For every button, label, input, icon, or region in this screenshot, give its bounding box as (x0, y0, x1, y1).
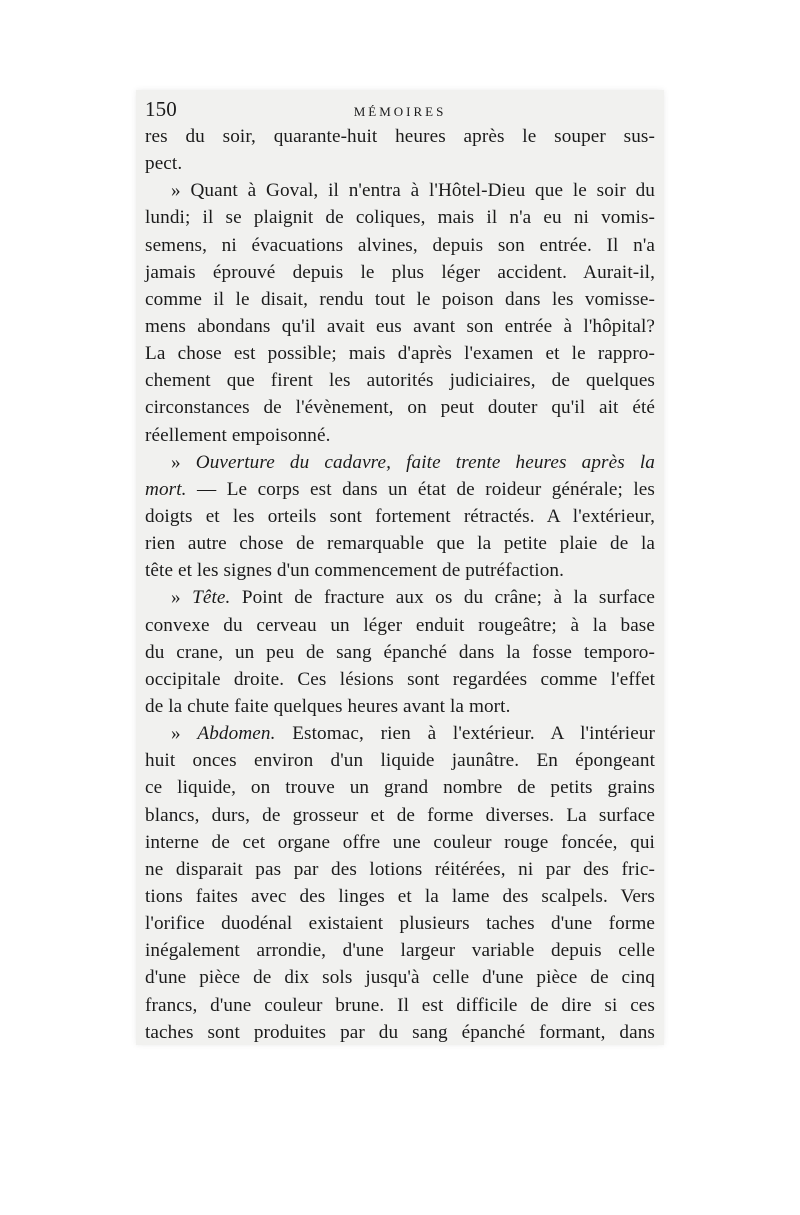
text-segment: » (171, 451, 196, 473)
text-line (145, 204, 655, 231)
text-line (145, 584, 655, 611)
text-segment: huit onces environ d'un liquide jaunâtre. En épongeant (145, 750, 655, 772)
text-line (145, 639, 655, 666)
text-segment: interne de cet organe offre une couleur rouge foncée, qui (145, 831, 655, 853)
page-text (145, 96, 655, 1046)
text-segment: chement que firent les autorités judiciaires, de quelques (145, 370, 655, 392)
text-line (145, 612, 655, 639)
text-segment: blancs, durs, de grosseur et de forme diverses. La surface (145, 804, 655, 826)
text-segment: du crane, un peu de sang épanché dans la fosse temporo- (145, 641, 655, 663)
text-segment: rien autre chose de remarquable que la petite plaie de la (145, 533, 655, 555)
text-segment: » (171, 723, 198, 745)
page-header (145, 96, 655, 123)
text-line (145, 1019, 655, 1046)
text-line (145, 992, 655, 1019)
text-line (145, 259, 655, 286)
text-segment: francs, d'une couleur brune. Il est difficile de dire si ces (145, 994, 655, 1016)
text-segment: réellement empoisonné. (145, 424, 331, 446)
italic-text: mort. (145, 478, 187, 500)
text-line (145, 666, 655, 693)
text-line (145, 232, 655, 259)
text-segment: occipitale droite. Ces lésions sont regardées comme l'effet (145, 668, 655, 690)
text-line (145, 883, 655, 910)
text-line (145, 829, 655, 856)
text-line (145, 802, 655, 829)
text-line (145, 286, 655, 313)
text-segment: ne disparait pas par des lotions réitérées, ni par des fric- (145, 858, 655, 880)
text-line (145, 693, 655, 720)
text-segment: » Quant à Goval, il n'entra à l'Hôtel-Dieu que le soir du (171, 180, 655, 202)
text-segment: doigts et les orteils sont fortement rétractés. A l'extérieur, (145, 505, 655, 527)
italic-text: Abdomen. (197, 723, 276, 745)
text-segment: lundi; il se plaignit de coliques, mais il n'a eu ni vomis- (145, 207, 655, 229)
text-segment: mens abondans qu'il avait eus avant son entrée à l'hôpital? (145, 315, 655, 337)
text-segment: inégalement arrondie, d'une largeur variable depuis celle (145, 940, 655, 962)
text-line (145, 910, 655, 937)
text-line (145, 530, 655, 557)
text-segment: circonstances de l'évènement, on peut douter qu'il ait été (145, 397, 655, 419)
text-line (145, 422, 655, 449)
text-line (145, 937, 655, 964)
text-segment: res du soir, quarante-huit heures après le souper sus- (145, 126, 655, 147)
text-segment: l'orifice duodénal existaient plusieurs taches d'une forme (145, 913, 655, 935)
text-segment: Estomac, rien à l'extérieur. A l'intérieur (275, 723, 655, 745)
text-segment: » (171, 587, 193, 609)
italic-text: Tête. (192, 587, 231, 609)
text-segment: de la chute faite quelques heures avant la mort. (145, 695, 511, 717)
text-segment: convexe du cerveau un léger enduit rougeâtre; à la base (145, 614, 655, 636)
text-line (145, 747, 655, 774)
running-head: MÉMOIRES (353, 104, 447, 119)
text-segment: La chose est possible; mais d'après l'examen et le rappro- (145, 343, 655, 365)
text-segment: tions faites avec des linges et la lame des scalpels. Vers (145, 885, 655, 907)
text-line (145, 177, 655, 204)
text-line (145, 340, 655, 367)
italic-text: Ouverture du cadavre, faite trente heures après la (195, 451, 655, 473)
text-segment: ce liquide, on trouve un grand nombre de petits grains (145, 777, 655, 799)
text-line (145, 123, 655, 150)
text-line (145, 557, 655, 584)
text-segment: taches sont produites par du sang épanché formant, dans (145, 1021, 655, 1043)
text-segment: jamais éprouvé depuis le plus léger accident. Aurait-il, (145, 261, 655, 283)
text-segment: tête et les signes d'un commencement de putréfaction. (145, 560, 565, 582)
text-segment: Point de fracture aux os du crâne; à la surface (230, 587, 656, 609)
text-segment: comme il le disait, rendu tout le poison dans les vomisse- (145, 288, 655, 310)
text-segment: semens, ni évacuations alvines, depuis son entrée. Il n'a (145, 234, 655, 256)
text-line (145, 720, 655, 747)
text-line (145, 150, 655, 177)
text-line (145, 856, 655, 883)
text-line (145, 476, 655, 503)
text-line (145, 394, 655, 421)
text-line (145, 774, 655, 801)
text-segment: d'une pièce de dix sols jusqu'à celle d'une pièce de cinq (145, 967, 655, 989)
text-segment: pect. (145, 153, 183, 175)
text-line (145, 503, 655, 530)
text-line (145, 964, 655, 991)
text-line (145, 367, 655, 394)
body-text (145, 123, 655, 1046)
text-line (145, 313, 655, 340)
page-number: 150 (145, 97, 177, 121)
text-line (145, 449, 655, 476)
text-segment: — Le corps est dans un état de roideur générale; les (186, 478, 655, 500)
